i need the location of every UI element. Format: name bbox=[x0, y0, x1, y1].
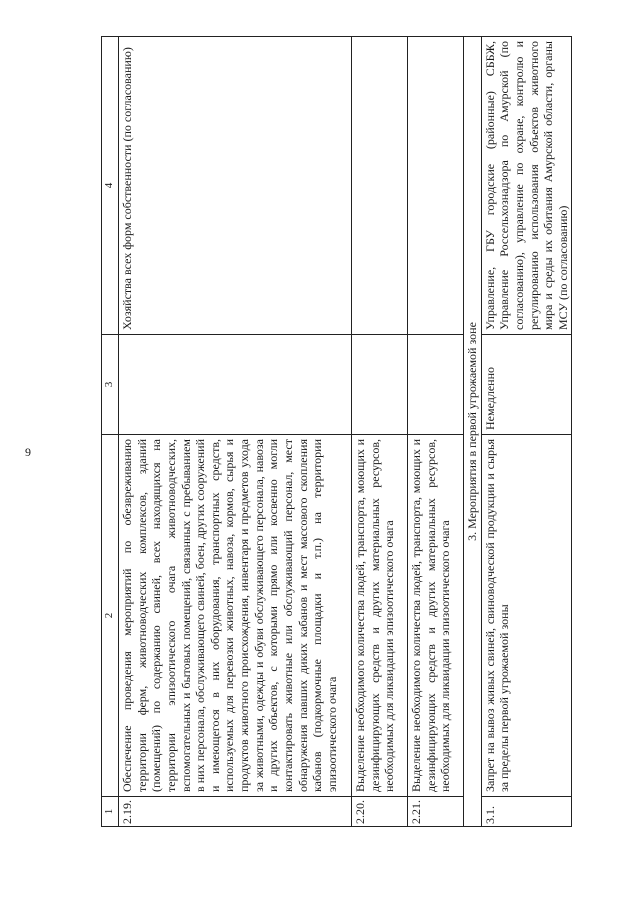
table-row bbox=[352, 37, 408, 827]
measure-cell: Выделение необходимого количества людей, транспорта, моющих и дезинфицирующих средств и других материальных ресурсов, необходимых для ликвидации эпизоотического очага bbox=[408, 435, 464, 797]
table-row bbox=[119, 37, 352, 827]
measures-table bbox=[101, 36, 572, 827]
row-number: 2.20. bbox=[352, 797, 408, 827]
section-header-row bbox=[464, 37, 482, 827]
responsible-cell bbox=[352, 37, 408, 335]
term-cell bbox=[352, 335, 408, 435]
table-row bbox=[481, 37, 572, 827]
term-cell bbox=[408, 335, 464, 435]
col-header-4: 4 bbox=[102, 37, 119, 335]
row-number: 2.21. bbox=[408, 797, 464, 827]
section-title: 3. Мероприятия в первой угрожаемой зоне bbox=[464, 37, 482, 827]
table-header-row bbox=[102, 37, 119, 827]
page-number: 9 bbox=[25, 445, 31, 459]
measure-cell: Запрет на вывоз живых свиней, свиноводческой продукции и сырья за пределы первой угрожаемой зоны bbox=[481, 435, 572, 797]
responsible-cell bbox=[408, 37, 464, 335]
term-cell bbox=[119, 335, 352, 435]
col-header-2: 2 bbox=[102, 435, 119, 797]
responsible-cell: Хозяйства всех форм собственности (по согласованию) bbox=[119, 37, 352, 335]
row-number: 2.19. bbox=[119, 797, 352, 827]
row-number: 3.1. bbox=[481, 797, 572, 827]
measure-cell: Выделение необходимого количества людей, транспорта, моющих и дезинфицирующих средств и других материальных ресурсов, необходимых для ликвидации эпизоотического очага bbox=[352, 435, 408, 797]
responsible-cell: Управление, ГБУ городские (районные) СББЖ, Управление Россельхознадзора по Амурской (по согласованию), управление по охране, контролю и регулированию использования объектов животного мира и среды их обитания Амурской области, органы МСУ (по согласованию) bbox=[481, 37, 572, 335]
measure-cell: Обеспечение проведения мероприятий по обезвреживанию территории ферм, животноводческих комплексов, зданий (помещений) по содержанию свиней, всех находящихся на территории эпизоотического очага животноводческих, вспомогательных и бытовых помещений, связанных с пребыванием в них персонала, обслуживающего свиней, боен, других сооружений и имеющегося в них оборудования, транспортных средств, используемых для перевозки животных, навоза, кормов, сырья и продуктов животного происхождения, инвентаря и предметов ухода за животными, одежды и обуви обслуживающего персонала, навоза и других объектов, с которыми прямо или косвенно могли контактировать животные или обслуживающий персонал, мест обнаружения павших диких кабанов и мест массового скопления кабанов (подкормочные площадки и т.п.) на территории эпизоотического очага bbox=[119, 435, 352, 797]
col-header-3: 3 bbox=[102, 335, 119, 435]
table-row bbox=[408, 37, 464, 827]
rotated-page-content bbox=[101, 37, 570, 827]
term-cell: Немедленно bbox=[481, 335, 572, 435]
col-header-1: 1 bbox=[102, 797, 119, 827]
